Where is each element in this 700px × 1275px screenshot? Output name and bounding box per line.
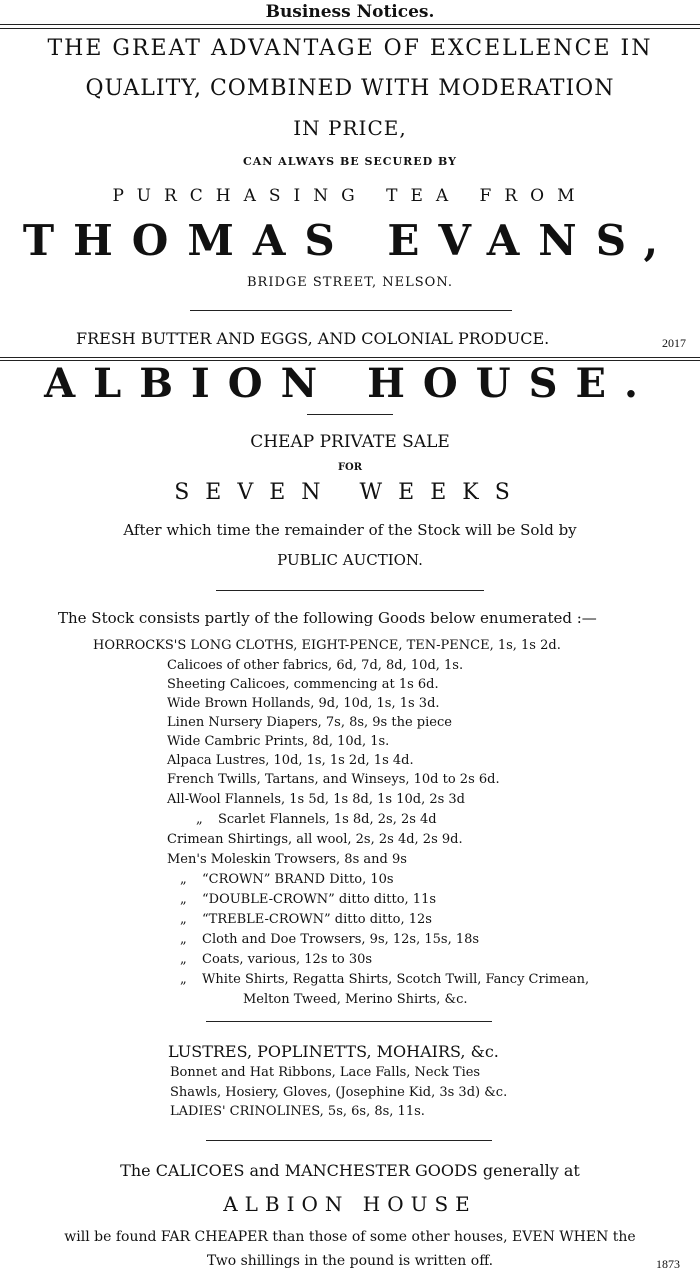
section-heading: Business Notices.	[265, 2, 435, 22]
calicoes-line: The CALICOES and MANCHESTER GOODS generally at	[120, 1161, 580, 1180]
goods-item: Sheeting Calicoes, commencing at 1s 6d.	[167, 677, 439, 692]
crinolines-line: LADIES' CRINOLINES, 5s, 6s, 8s, 11s.	[170, 1104, 425, 1119]
albion-for-line: FOR	[337, 462, 363, 473]
albion-divider-3	[206, 1140, 492, 1141]
ditto-item: „ “CROWN” BRAND Ditto, 10s	[180, 872, 394, 887]
lustres-line: LUSTRES, POPLINETTS, MOHAIRS, &c.	[168, 1042, 499, 1061]
albion-house-repeat: ALBION HOUSE	[223, 1192, 477, 1216]
ditto-item: „ “TREBLE-CROWN” ditto ditto, 12s	[180, 912, 432, 927]
ditto-mark: „	[180, 952, 187, 967]
albion-after-line: After which time the remainder of the Stock will be Sold by	[123, 521, 577, 539]
merchant-address: BRIDGE STREET, NELSON.	[246, 275, 453, 290]
tea-secured-line: CAN ALWAYS BE SECURED BY	[243, 155, 457, 168]
melton-line: Melton Tweed, Merino Shirts, &c.	[243, 992, 468, 1007]
header-double-rule	[0, 24, 700, 29]
ditto-mark: „	[180, 932, 187, 947]
albion-divider-2	[206, 1021, 492, 1022]
goods-item: Crimean Shirtings, all wool, 2s, 2s 4d, 2s 9d.	[167, 832, 463, 847]
shawls-line: Shawls, Hosiery, Gloves, (Josephine Kid, 3s 3d) &c.	[170, 1085, 508, 1100]
goods-item: All-Wool Flannels, 1s 5d, 1s 8d, 1s 10d, 2s 3d	[167, 792, 466, 807]
cheaper-line-1: will be found FAR CHEAPER than those of some other houses, EVEN WHEN the	[64, 1229, 636, 1245]
ditto-item: „ Cloth and Doe Trowsers, 9s, 12s, 15s, 18s	[180, 932, 480, 947]
goods-item: Wide Cambric Prints, 8d, 10d, 1s.	[167, 734, 390, 749]
albion-weeks-line: SEVEN WEEKS	[174, 480, 526, 505]
albion-auction-line: PUBLIC AUCTION.	[277, 551, 423, 569]
goods-item-scarlet	[196, 812, 437, 827]
tea-ad-reference: 2017	[662, 336, 686, 350]
tea-headline-1: THE GREAT ADVANTAGE OF EXCELLENCE IN	[47, 36, 653, 61]
goods-item: French Twills, Tartans, and Winseys, 10d to 2s 6d.	[167, 772, 500, 787]
goods-item: Calicoes of other fabrics, 6d, 7d, 8d, 10d, 1s.	[167, 658, 464, 673]
ditto-mark: „	[180, 972, 187, 987]
tea-headline-2: QUALITY, COMBINED WITH MODERATION	[85, 76, 615, 101]
tea-headline-3: IN PRICE,	[293, 116, 407, 140]
albion-title: ALBION HOUSE.	[44, 360, 656, 407]
cheaper-line-2: Two shillings in the pound is written off.	[206, 1253, 494, 1269]
albion-ad-reference: 1873	[656, 1257, 680, 1271]
goods-item: Linen Nursery Diapers, 7s, 8s, 9s the piece	[167, 715, 452, 730]
ditto-item: „ “DOUBLE-CROWN” ditto ditto, 11s	[180, 892, 437, 907]
scarlet-flannels: Scarlet Flannels, 1s 8d, 2s, 2s 4d	[218, 812, 437, 827]
tea-divider	[190, 310, 512, 311]
ditto-item: „ Coats, various, 12s to 30s	[180, 952, 373, 967]
merchant-name: THOMAS EVANS,	[22, 216, 678, 265]
stock-intro: The Stock consists partly of the following Goods below enumerated :—	[58, 609, 597, 627]
bonnet-line: Bonnet and Hat Ribbons, Lace Falls, Neck Ties	[170, 1065, 481, 1080]
albion-title-divider	[307, 414, 393, 415]
ditto-mark: „	[180, 872, 187, 887]
albion-sale-line: CHEAP PRIVATE SALE	[250, 432, 450, 452]
ditto-mark: „	[196, 812, 203, 827]
ditto-mark: „	[180, 892, 187, 907]
ditto-mark: „	[180, 912, 187, 927]
goods-item: Men's Moleskin Trowsers, 8s and 9s	[167, 852, 407, 867]
goods-item: Alpaca Lustres, 10d, 1s, 1s 2d, 1s 4d.	[167, 753, 414, 768]
albion-divider-1	[216, 590, 484, 591]
ditto-item: „ White Shirts, Regatta Shirts, Scotch Twill, Fancy Crimean,	[180, 972, 590, 987]
tea-produce-line: FRESH BUTTER AND EGGS, AND COLONIAL PRODUCE.	[76, 329, 550, 348]
tea-purchasing-line: PURCHASING TEA FROM	[112, 186, 588, 206]
horrocks-line: HORROCKS'S LONG CLOTHS, EIGHT-PENCE, TEN-PENCE, 1s, 1s 2d.	[93, 638, 561, 653]
goods-item: Wide Brown Hollands, 9d, 10d, 1s, 1s 3d.	[167, 696, 440, 711]
